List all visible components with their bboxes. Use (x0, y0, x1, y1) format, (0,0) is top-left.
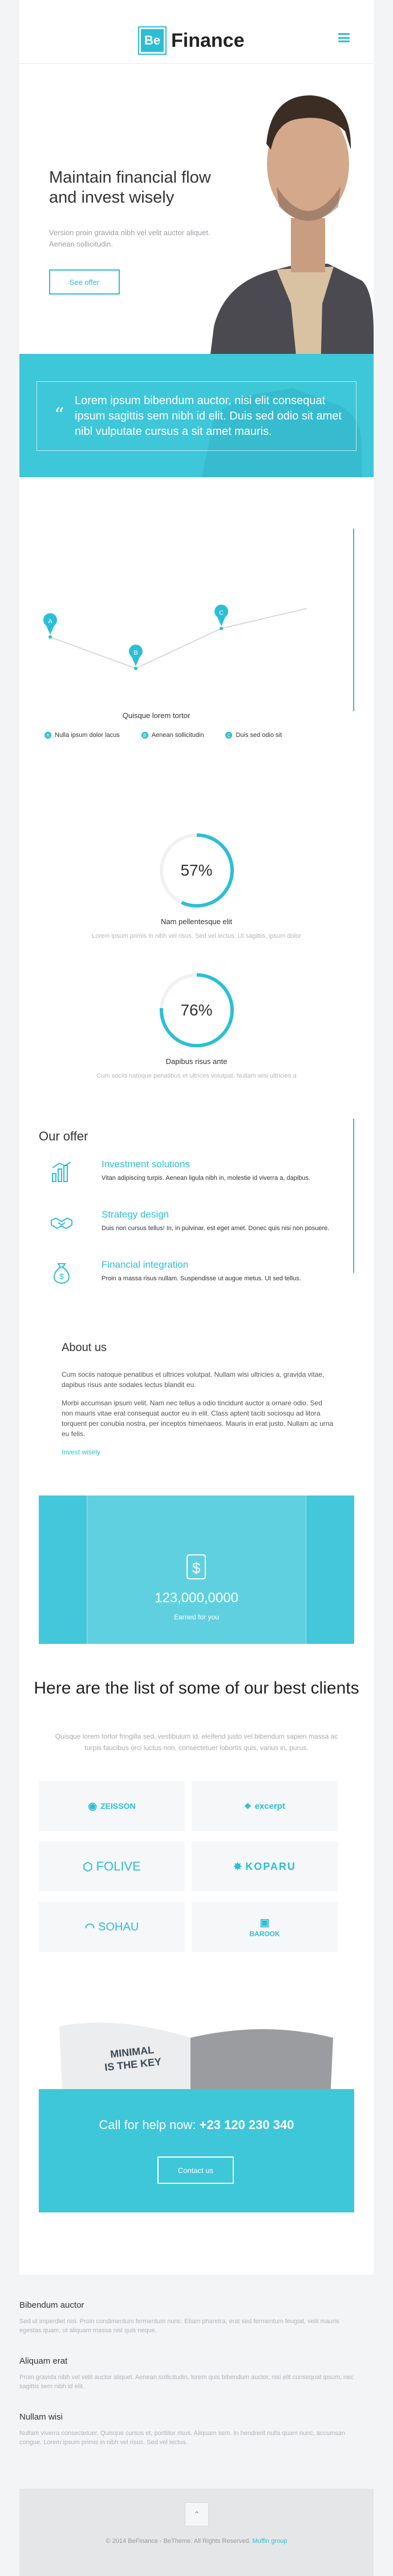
phone-number[interactable]: +23 120 230 340 (199, 2118, 294, 2132)
svg-text:$: $ (192, 1559, 201, 1577)
client-name: BAROOK (249, 1929, 280, 1938)
logo[interactable] (139, 27, 244, 54)
stat-value: 57% (180, 861, 213, 879)
copyright (19, 2538, 374, 2545)
about-paragraph: Morbi accumsan ipsum velit. Nam nec tellus a odio tincidunt auctor a ornare odio. Sed non mauris vitae erat consequat auctor eu in elit. Class aptent taciti sociosqu ad litora torquent per conubia nostra, per inceptos himenaeos. Mauris in erat justo. Nullam ac urna eu felis. (62, 1399, 334, 1438)
content-frame (19, 0, 374, 2275)
footer-block (19, 2300, 362, 2335)
footer-block-text: Proin gravida nibh vel velit auctor aliquet. Aenean sollicitudin, lorem quis bibendum auctor, nisi elit consequat ipsum, nec sagittis sem nibh id elit. (19, 2374, 354, 2390)
quote-text: Lorem ipsum bibendum auctor, nisi elit consequat ipsum sagittis sem nibh id elit. Duis sed odio sit amet nibl vulputate cursus a sit amet mauris. (75, 394, 342, 438)
logo-text: Finance (171, 29, 245, 51)
legend-item (44, 732, 120, 739)
client-name: SOHAU (98, 1920, 139, 1933)
offer-item-text: Duis non cursus tellus! In, in pulvinar, est eget amet. Donec quis nisi non posuere. (102, 1225, 330, 1232)
menu-icon[interactable] (338, 33, 350, 42)
divider-line (353, 529, 354, 711)
stat-description: Lorem ipsum primis in nibh vel risus. Sed vel lectus. Ut sagittis, ipsum dolor (92, 933, 301, 940)
chart-legend (44, 732, 282, 739)
point-label: A (48, 618, 52, 625)
offer-item-title[interactable]: Strategy design (102, 1209, 169, 1220)
call-text (39, 2118, 354, 2132)
hero-title: Maintain financial flow and invest wisely (49, 168, 211, 207)
clients-subtitle: Quisque lorem tortor fringilla sed, vestibulum id, eleifend justo vel bibendum sapien massa ac turpis faucibus orci luctus non, consectetuer lobortis quis, varius in, purus. (55, 1732, 338, 1752)
svg-text:MINIMAL: MINIMAL (110, 2044, 155, 2060)
call-label: Call for help now: (99, 2118, 196, 2132)
data-point (220, 627, 223, 630)
chart-section (19, 477, 374, 763)
legend-label: Nulla ipsum dolor lacus (55, 732, 120, 739)
dollar-icon (185, 1553, 208, 1581)
footer-block (19, 2412, 362, 2447)
progress-ring (157, 831, 237, 910)
point-label: B (133, 650, 138, 656)
chart-icon (49, 1160, 74, 1185)
hero-subtitle: Version proin gravida nibh vel velit auctor aliquet. Aenean sollicitudin. (49, 228, 210, 248)
legend-label: Aenean sollicitudin (151, 732, 204, 739)
copyright-text: © 2014 BeFinance - BeTheme. All Rights Reserved. (106, 2538, 251, 2545)
footer-block-text: Sed ut imperdiet nisi. Proin condimentum fermentum nunc. Etiam pharetra, erat sed fermentum feugiat, velit mauris egestas quam, ut aliquam massa nisl quis neque. (19, 2318, 339, 2334)
earnings-label: Earned for you (174, 1613, 219, 1621)
muffin-group-link[interactable]: Muffin group (252, 2538, 287, 2545)
zeisson-icon: ◉ (88, 1800, 98, 1812)
see-offer-button[interactable]: See offer (49, 269, 120, 295)
data-point (48, 635, 52, 639)
client-logo[interactable] (192, 1841, 338, 1892)
about-section (62, 1341, 335, 1457)
invest-wisely-link[interactable]: Invest wisely (62, 1448, 101, 1456)
legend-marker: B (141, 732, 148, 739)
logo-mark: Be (139, 27, 165, 54)
stat-block (19, 831, 374, 940)
contact-us-button[interactable]: Contact us (157, 2156, 234, 2184)
legend-marker: A (44, 732, 51, 739)
call-band (39, 2089, 354, 2212)
stat-block (19, 970, 374, 1079)
series-line (50, 608, 307, 668)
sohau-icon: ◠ (84, 1921, 95, 1934)
stat-label: Dapibus risus ante (165, 1057, 228, 1066)
client-name: ZEISSON (100, 1801, 136, 1811)
offer-item-title[interactable]: Financial integration (102, 1259, 189, 1270)
client-logo[interactable] (39, 1902, 185, 1952)
chevron-up-icon: ⌃ (193, 2509, 200, 2519)
progress-ring (157, 970, 237, 1050)
stat-label: Nam pellentesque elit (160, 917, 233, 926)
quote-band (19, 354, 374, 477)
earnings-value: 123,000,0000 (155, 1590, 238, 1606)
money-bag-icon (49, 1260, 74, 1285)
quote-icon: “ (54, 404, 64, 426)
client-logo[interactable] (192, 1781, 338, 1831)
header (19, 0, 374, 64)
offer-item-text: Proin a massa risus nullam. Suspendisse ut augue metus. Ut sed tellus. (102, 1275, 301, 1282)
client-logo[interactable] (192, 1902, 338, 1952)
divider-line (353, 1119, 354, 1273)
about-paragraph: Cum sociis natoque penatibus et ultrices volutpat. Nullam wisi ultricies a, gravida vitae, dapibus risus ante sodales lectus blandit eu. (62, 1370, 325, 1389)
data-point (134, 667, 137, 670)
handshake-icon (49, 1210, 74, 1235)
quote-box (37, 381, 356, 451)
offer-title: Our offer (39, 1129, 88, 1143)
line-chart (19, 580, 316, 717)
svg-text:IS THE KEY: IS THE KEY (104, 2055, 162, 2073)
bottom-bar (19, 2489, 374, 2576)
excerpt-icon: ❖ (244, 1801, 252, 1811)
client-logo[interactable] (39, 1781, 185, 1831)
koparu-icon: ✸ (233, 1860, 242, 1872)
point-label: C (219, 610, 224, 616)
barook-icon: ▣ (260, 1916, 270, 1928)
folive-icon: ⬡ (83, 1860, 93, 1873)
footer-block-title: Aliquam erat (19, 2356, 68, 2366)
footer-block-title: Nullam wisi (19, 2412, 63, 2422)
stat-description: Cum sociis natoque penatibus et ultrices volutpat. Nullam wisi ultricies a (96, 1073, 297, 1079)
clients-title: Here are the list of some of our best clients (34, 1679, 359, 1698)
back-to-top-button[interactable] (185, 2502, 209, 2526)
about-title: About us (62, 1341, 107, 1354)
client-name: FOLIVE (96, 1859, 141, 1873)
legend-item (225, 732, 282, 739)
chart-title: Quisque lorem tortor (122, 711, 191, 720)
footer-block (19, 2356, 362, 2391)
client-logo[interactable] (39, 1841, 185, 1892)
footer-block-title: Bibendum auctor (19, 2300, 84, 2310)
earnings-band (39, 1495, 354, 1644)
client-name: KOPARU (245, 1860, 296, 1872)
client-name: excerpt (254, 1801, 285, 1811)
footer-block-text: Nullam viverra consectetuer. Quisque cursus et, porttitor risus. Aliquam sem. In hendrerit nulla quam nunc, accumsan congue. Lorem ipsum primis in nibh vel risus. Sed vel lectus. (19, 2430, 346, 2446)
svg-text:$: $ (59, 1272, 64, 1281)
stat-value: 76% (180, 1001, 213, 1019)
offer-item-text: Vitan adipiscing turpis. Aenean ligula nibh in, molestie id viverra a, dapibus. (102, 1175, 311, 1182)
legend-item (141, 732, 204, 739)
legend-label: Duis sed odio sit (236, 732, 282, 739)
legend-marker: C (225, 732, 232, 739)
offer-item-title[interactable]: Investment solutions (102, 1159, 190, 1170)
